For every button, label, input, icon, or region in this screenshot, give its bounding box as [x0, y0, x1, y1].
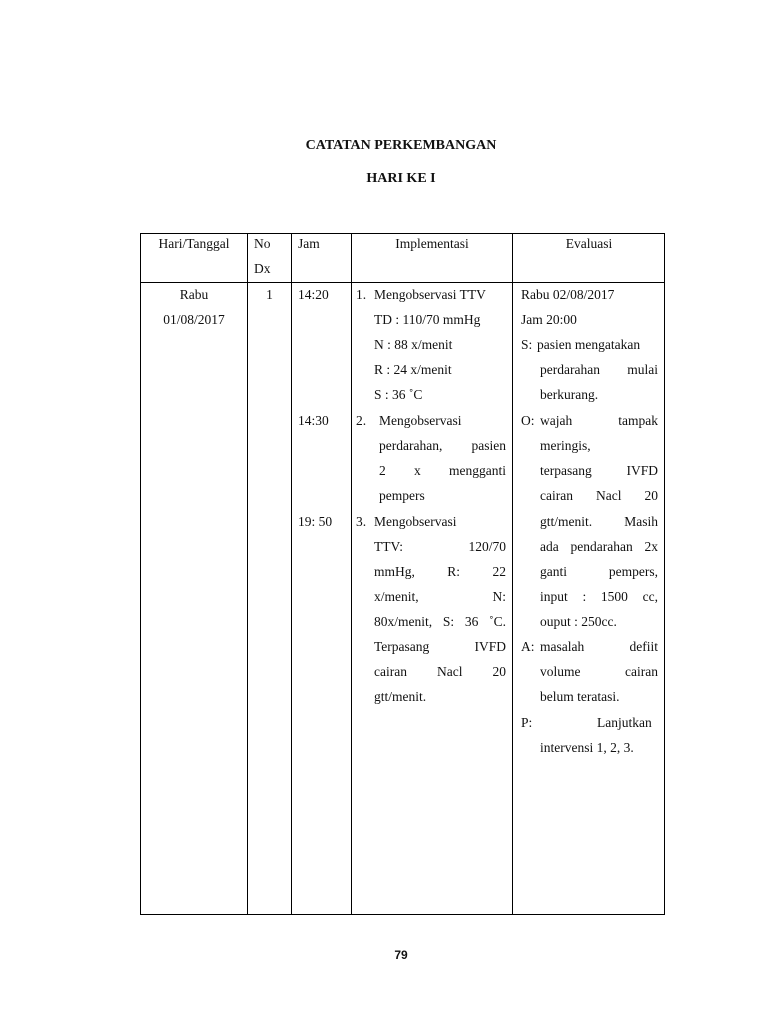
eval-date: Rabu 02/08/2017: [521, 287, 615, 302]
page-number: 79: [394, 948, 408, 962]
row-jam-3: 19: 50: [298, 514, 333, 529]
impl-1-number: 1.: [356, 287, 367, 302]
eval-time: Jam 20:00: [521, 312, 577, 327]
eval-p-line: intervensi 1, 2, 3.: [540, 740, 634, 755]
impl-3-line: cairan Nacl 20: [374, 664, 506, 679]
eval-o-line: cairan Nacl 20: [540, 488, 658, 503]
impl-3-line: TTV: 120/70: [374, 539, 506, 554]
eval-s-line: berkurang.: [540, 387, 599, 402]
impl-3-line: mmHg, R: 22: [374, 564, 506, 579]
page-title: CATATAN PERKEMBANGAN: [305, 138, 497, 153]
column-divider: [351, 234, 352, 914]
eval-o-line: ganti pempers,: [540, 564, 658, 579]
eval-o-line: wajah tampak: [540, 413, 658, 428]
eval-o-line: terpasang IVFD: [540, 463, 658, 478]
impl-1-line: N : 88 x/menit: [374, 337, 453, 352]
page-subtitle: HARI KE I: [366, 171, 436, 186]
header-implementasi: Implementasi: [395, 236, 469, 251]
impl-1-line: R : 24 x/menit: [374, 362, 452, 377]
header-jam: Jam: [298, 236, 320, 251]
impl-3-line: 80x/menit, S: 36 ˚C.: [374, 614, 506, 629]
eval-a-line: belum teratasi.: [540, 689, 620, 704]
impl-2-line: 2 x mengganti: [379, 463, 506, 478]
eval-s-line: perdarahan mulai: [540, 362, 658, 377]
eval-a-line: volume cairan: [540, 664, 658, 679]
impl-1-line: Mengobservasi TTV: [374, 287, 486, 302]
eval-s-line: pasien mengatakan: [537, 337, 641, 352]
eval-o-line: gtt/menit. Masih: [540, 514, 658, 529]
impl-3-line: Terpasang IVFD: [374, 639, 506, 654]
impl-3-line: Mengobservasi: [374, 514, 457, 529]
header-evaluasi: Evaluasi: [565, 236, 613, 251]
impl-3-line: x/menit, N:: [374, 589, 506, 604]
impl-2-line: Mengobservasi: [379, 413, 462, 428]
column-divider: [247, 234, 248, 914]
row-jam-1: 14:20: [298, 287, 329, 302]
eval-o-line: ada pendarahan 2x: [540, 539, 658, 554]
eval-o-line: ouput : 250cc.: [540, 614, 617, 629]
impl-3-line: gtt/menit.: [374, 689, 427, 704]
row-jam-2: 14:30: [298, 413, 329, 428]
eval-o-line: meringis,: [540, 438, 591, 453]
header-hari-tanggal: Hari/Tanggal: [158, 236, 230, 251]
row-tanggal: 01/08/2017: [163, 312, 225, 327]
impl-2-line: perdarahan, pasien: [379, 438, 506, 453]
impl-2-number: 2.: [356, 413, 367, 428]
header-dx: Dx: [254, 261, 271, 276]
progress-notes-table: [140, 233, 665, 915]
eval-p-label: P:: [521, 715, 533, 730]
impl-1-line: S : 36 ˚C: [374, 387, 423, 402]
impl-2-line: pempers: [379, 488, 425, 503]
eval-p-line: Lanjutkan: [597, 715, 652, 730]
column-divider: [291, 234, 292, 914]
eval-s-label: S:: [521, 337, 533, 352]
column-divider: [512, 234, 513, 914]
row-hari: Rabu: [179, 287, 209, 302]
eval-a-line: masalah defiit: [540, 639, 658, 654]
impl-3-number: 3.: [356, 514, 367, 529]
row-no-dx: 1: [266, 287, 273, 302]
eval-o-line: input : 1500 cc,: [540, 589, 658, 604]
header-no: No: [254, 236, 271, 251]
impl-1-line: TD : 110/70 mmHg: [374, 312, 481, 327]
eval-o-label: O:: [521, 413, 535, 428]
eval-a-label: A:: [521, 639, 535, 654]
